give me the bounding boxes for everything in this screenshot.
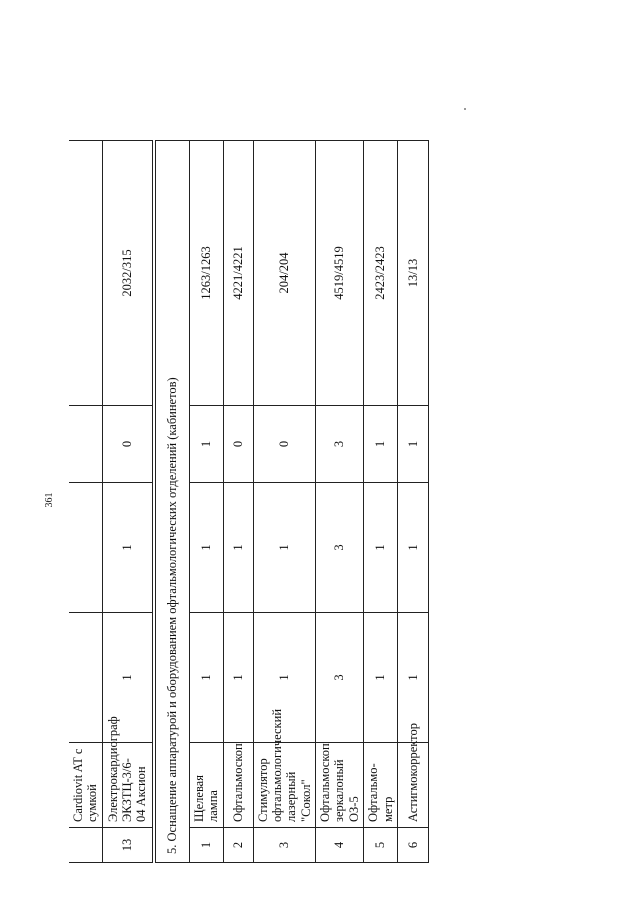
- section-header-row: [155, 141, 189, 863]
- table-row: [189, 141, 223, 863]
- table-row: [364, 141, 398, 863]
- ratio-cell: 204/204: [253, 141, 316, 406]
- qty-cell: 1: [397, 483, 428, 613]
- table-row: [397, 141, 428, 863]
- qty-cell: 1: [253, 613, 316, 743]
- equipment-name: Cardiovit AT с сумкой: [69, 743, 102, 828]
- qty-cell: [69, 406, 102, 483]
- equipment-name: Офтальмо-метр: [364, 743, 398, 828]
- page-number: 361: [44, 492, 55, 508]
- row-number: 4: [316, 828, 364, 863]
- qty-cell: 0: [223, 406, 253, 483]
- qty-cell: 1: [397, 406, 428, 483]
- row-number: 2: [223, 828, 253, 863]
- row-number: 3: [253, 828, 316, 863]
- scan-speck: [464, 108, 466, 110]
- ratio-cell: 13/13: [397, 141, 428, 406]
- equipment-table: [69, 140, 429, 863]
- qty-cell: 1: [102, 483, 152, 613]
- qty-cell: 0: [253, 406, 316, 483]
- qty-cell: 1: [189, 613, 223, 743]
- ratio-cell: 4221/4221: [223, 141, 253, 406]
- table-row: [102, 141, 152, 863]
- equipment-name: Стимулятор офтальмологический лазерный "Сокол": [253, 743, 316, 828]
- equipment-name: Астигмокорректор: [397, 743, 428, 828]
- table-row: [253, 141, 316, 863]
- ratio-cell: 2423/2423: [364, 141, 398, 406]
- ratio-cell: 4519/4519: [316, 141, 364, 406]
- rotated-table-wrapper: [69, 141, 420, 863]
- qty-cell: [69, 613, 102, 743]
- equipment-name: Щелевая лампа: [189, 743, 223, 828]
- table-row: [316, 141, 364, 863]
- qty-cell: 1: [397, 613, 428, 743]
- table-row: [223, 141, 253, 863]
- qty-cell: 1: [364, 483, 398, 613]
- equipment-name: Электрокардиограф ЭКЗТЦ-3/6-04 Аксион: [102, 743, 152, 828]
- row-number: 13: [102, 828, 152, 863]
- row-number: [69, 828, 102, 863]
- table-row: [69, 141, 102, 863]
- row-number: 6: [397, 828, 428, 863]
- qty-cell: [69, 483, 102, 613]
- qty-cell: 3: [316, 613, 364, 743]
- qty-cell: 1: [102, 613, 152, 743]
- equipment-name: Офтальмоскоп: [223, 743, 253, 828]
- ratio-cell: [69, 141, 102, 406]
- qty-cell: 1: [253, 483, 316, 613]
- qty-cell: 1: [364, 406, 398, 483]
- qty-cell: 3: [316, 483, 364, 613]
- ratio-cell: 2032/315: [102, 141, 152, 406]
- ratio-cell: 1263/1263: [189, 141, 223, 406]
- qty-cell: 1: [223, 483, 253, 613]
- qty-cell: 1: [189, 483, 223, 613]
- qty-cell: 1: [189, 406, 223, 483]
- row-number: 1: [189, 828, 223, 863]
- qty-cell: 1: [364, 613, 398, 743]
- qty-cell: 1: [223, 613, 253, 743]
- qty-cell: 0: [102, 406, 152, 483]
- equipment-name: Офтальмоскоп зеркалоный ОЗ-5: [316, 743, 364, 828]
- section-title: 5. Оснащение аппаратурой и оборудованием офтальмологических отделений (кабинетов): [155, 141, 189, 863]
- row-number: 5: [364, 828, 398, 863]
- qty-cell: 3: [316, 406, 364, 483]
